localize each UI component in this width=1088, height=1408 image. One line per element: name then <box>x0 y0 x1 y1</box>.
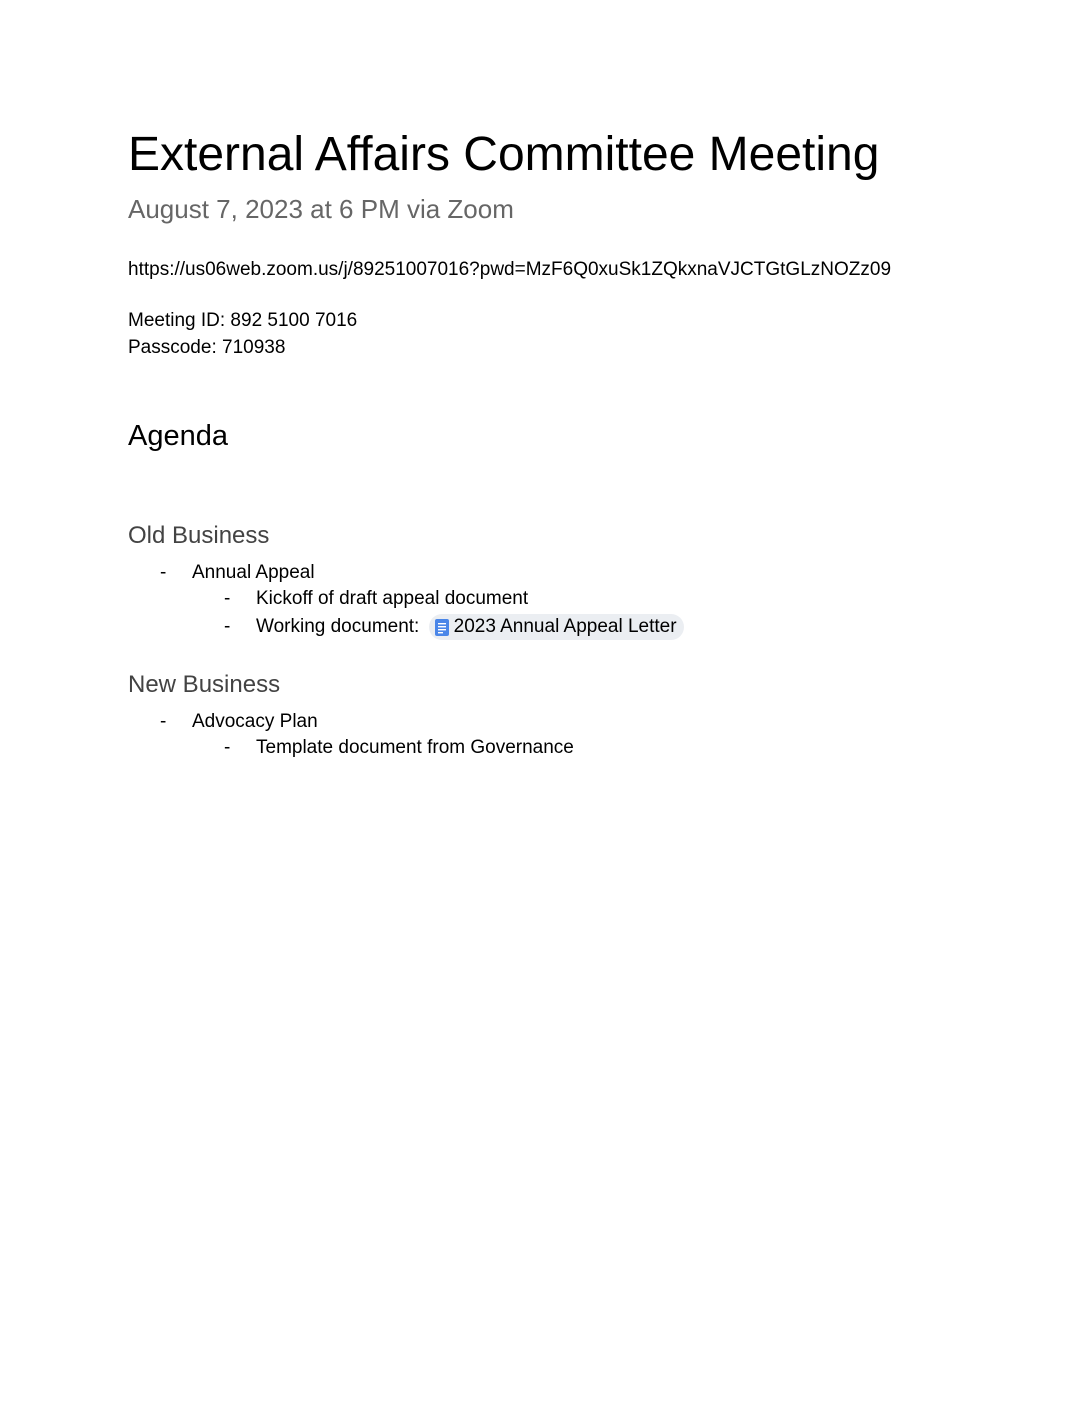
passcode: Passcode: 710938 <box>128 337 286 358</box>
bullet-dash: - <box>160 562 167 583</box>
old-business-heading: Old Business <box>128 522 270 549</box>
bullet-dash: - <box>224 737 231 758</box>
working-document-label: Working document: <box>256 616 420 637</box>
google-docs-icon <box>435 619 449 636</box>
agenda-item-advocacy-plan: Advocacy Plan <box>192 711 318 732</box>
document-smart-chip[interactable] <box>429 614 684 640</box>
document-chip-label: 2023 Annual Appeal Letter <box>453 616 677 637</box>
agenda-item-annual-appeal: Annual Appeal <box>192 562 315 583</box>
meeting-id: Meeting ID: 892 5100 7016 <box>128 310 358 331</box>
sub-item-template-document: Template document from Governance <box>256 737 574 758</box>
document-title: External Affairs Committee Meeting <box>128 128 880 181</box>
new-business-heading: New Business <box>128 671 281 698</box>
sub-item-working-document <box>256 614 684 640</box>
bullet-dash: - <box>224 616 231 637</box>
zoom-link[interactable]: https://us06web.zoom.us/j/89251007016?pwd=MzF6Q0xuSk1ZQkxnaVJCTGtGLzNOZz09 <box>128 259 892 280</box>
bullet-dash: - <box>160 711 167 732</box>
sub-item-kickoff: Kickoff of draft appeal document <box>256 588 529 609</box>
agenda-heading: Agenda <box>128 420 228 452</box>
bullet-dash: - <box>224 588 231 609</box>
document-subtitle: August 7, 2023 at 6 PM via Zoom <box>128 194 514 224</box>
